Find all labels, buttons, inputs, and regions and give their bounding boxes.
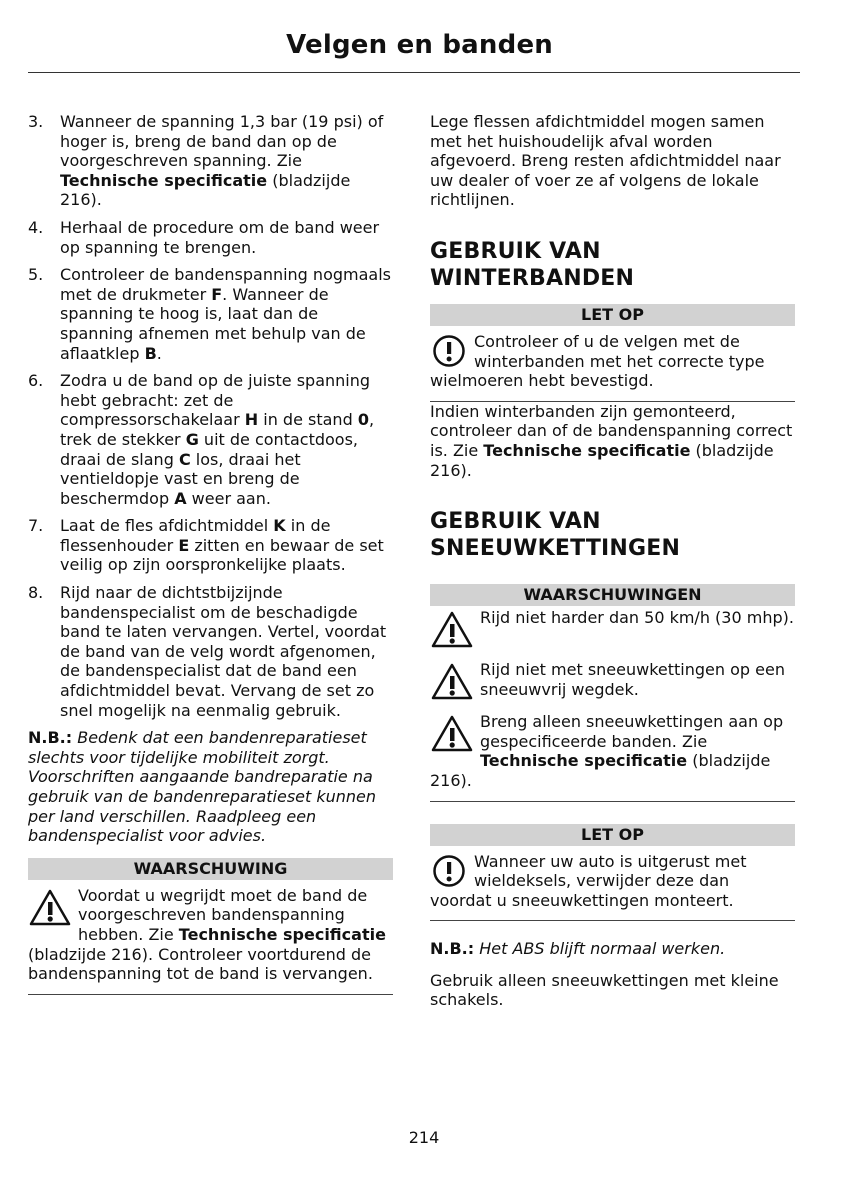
section-heading-winter: GEBRUIK VAN WINTERBANDEN — [430, 238, 635, 291]
step-text — [60, 516, 393, 575]
step-text — [60, 265, 393, 363]
final-paragraph: Gebruik alleen sneeuwkettingen met kleine schakels. — [430, 970, 779, 1010]
text-run: Rijd naar de dichtstbijzijnde bandenspecialist om de beschadigde band te laten vervangen. Vertel, voordat de band van de velg wordt afgenomen, de bandenspecialist dat de band een afdichtmiddel bevat. Vervang de set zo snel mogelijk na eenmalig gebruik. — [60, 583, 387, 720]
text-run: los, draai het ventieldopje vast en breng de beschermdop — [60, 449, 301, 508]
text-run: zitten en bewaar de set veilig op zijn oorspronkelijke plaats. — [60, 535, 384, 575]
text-run: in de flessenhouder — [60, 516, 331, 555]
warning-row — [430, 608, 795, 650]
text-run: Breng alleen sneeuwkettingen aan op gespecificeerde banden. Zie — [480, 712, 784, 751]
warnings-box — [430, 606, 795, 801]
caution-circle-icon — [432, 334, 466, 368]
caution-row — [430, 852, 795, 911]
text-run: Voordat u wegrijdt moet de band de voorgeschreven bandenspanning hebben. Zie — [78, 885, 368, 944]
note-paragraph — [430, 939, 795, 959]
warnings-header: WAARSCHUWINGEN — [430, 584, 795, 606]
caution-text: Controleer of u de velgen met de winterbanden met het correcte type wielmoeren hebt bevestigd. — [430, 331, 765, 391]
warning-row — [28, 886, 393, 984]
text-run: (bladzijde 216). — [60, 170, 351, 210]
note-paragraph — [28, 728, 393, 846]
page-number: 214 — [408, 1128, 440, 1147]
step-number: 4. — [28, 217, 44, 237]
text-run: uit de contactdoos, draai de slang — [60, 429, 358, 469]
caution-box — [430, 846, 795, 922]
bold-letter: E — [178, 535, 190, 555]
bold-reference: Technische specificatie — [60, 170, 268, 190]
text-run: weer aan. — [186, 488, 271, 508]
step-text — [60, 218, 393, 257]
text-run: Controleer de bandenspanning nogmaals met de drukmeter — [60, 265, 391, 304]
note-label: N.B.: — [430, 939, 475, 959]
bold-letter: G — [185, 429, 199, 449]
title-rule — [28, 72, 800, 73]
text-run: in de stand — [258, 410, 358, 430]
bold-reference: Technische specificatie — [483, 440, 691, 460]
step-number: 8. — [28, 583, 44, 603]
step-number: 5. — [28, 265, 44, 285]
bold-letter: F — [211, 284, 223, 304]
warning-row — [430, 712, 795, 790]
procedure-steps — [28, 112, 393, 720]
text-run: Herhaal de procedure om de band weer op spanning te brengen. — [60, 217, 380, 257]
text-run: Laat de fles afdichtmiddel — [60, 516, 274, 536]
warning-triangle-icon — [430, 662, 474, 702]
step-number: 7. — [28, 516, 44, 536]
text-run: . Wanneer de spanning te hoog is, laat dan de spanning afnemen met behulp van de aflaatklep — [60, 284, 366, 363]
warning-header: WAARSCHUWING — [28, 858, 393, 880]
caution-circle-icon — [432, 854, 466, 888]
warning-text: Rijd niet met sneeuwkettingen op een sneeuwvrij wegdek. — [480, 660, 785, 699]
warning-triangle-icon — [430, 610, 474, 650]
caution-row — [430, 332, 795, 391]
text-run: . — [156, 343, 162, 363]
list-item — [28, 371, 393, 508]
list-item — [28, 112, 393, 210]
list-item — [28, 218, 393, 257]
step-text — [60, 583, 393, 720]
text-run: (bladzijde 216). — [430, 751, 771, 790]
step-number: 3. — [28, 112, 44, 131]
bold-letter: 0 — [357, 410, 369, 430]
list-item — [28, 265, 393, 363]
section-heading-chains: GEBRUIK VAN SNEEUWKETTINGEN — [430, 509, 681, 562]
warning-box — [28, 880, 393, 995]
caution-header: LET OP — [430, 304, 795, 326]
note-label: N.B.: — [28, 728, 73, 748]
bold-reference: Technische specificatie — [480, 751, 688, 771]
note-text: Bedenk dat een bandenreparatieset slechts voor tijdelijke mobiliteit zorgt. Voorschriften aangaande bandreparatie na gebruik van de bandenreparatieset kunnen per land verschillen. Raadpleeg een bandenspecialist voor advies. — [28, 728, 377, 846]
warning-row — [430, 660, 795, 702]
step-number: 6. — [28, 371, 44, 391]
bold-letter: C — [178, 449, 191, 469]
intro-paragraph: Lege flessen afdichtmiddel mogen samen met het huishoudelijk afval worden afgevoerd. Breng resten afdichtmiddel naar uw dealer of voer ze af volgens de lokale richtlijnen. — [430, 112, 781, 210]
text-run: (bladzijde 216). Controleer voortdurend de bandenspanning tot de band is vervangen. — [28, 944, 373, 984]
warning-triangle-icon — [430, 714, 474, 754]
list-item — [28, 583, 393, 720]
step-text — [60, 112, 393, 210]
caution-header: LET OP — [430, 824, 795, 846]
right-column — [430, 112, 795, 1010]
note-text: Het ABS blijft normaal werken. — [474, 939, 726, 959]
caution-box — [430, 326, 795, 402]
bold-letter: H — [244, 410, 259, 430]
text-run: Zodra u de band op de juiste spanning hebt gebracht: zet de compressorschakelaar — [60, 371, 371, 430]
text-run: , trek de stekker — [60, 410, 375, 449]
winter-paragraph — [430, 402, 795, 480]
caution-text: Wanneer uw auto is uitgerust met wieldeksels, verwijder deze dan voordat u sneeuwkettingen monteert. — [430, 851, 747, 910]
text-run: Wanneer de spanning 1,3 bar (19 psi) of hoger is, breng de band dan op de voorgeschreven spanning. Zie — [60, 112, 384, 171]
left-column — [28, 112, 393, 995]
bold-letter: K — [273, 516, 286, 536]
text-run: (bladzijde 216). — [430, 440, 774, 480]
text-run: Indien winterbanden zijn gemonteerd, controleer dan of de bandenspanning correct is. Zie — [430, 401, 793, 460]
bold-letter: A — [174, 488, 187, 508]
page-title: Velgen en banden — [286, 30, 553, 60]
step-text — [60, 371, 393, 508]
bold-letter: B — [144, 343, 157, 363]
warning-triangle-icon — [28, 888, 72, 928]
list-item — [28, 516, 393, 575]
bold-reference: Technische specificatie — [178, 924, 386, 944]
warning-text: Rijd niet harder dan 50 km/h (30 mhp). — [480, 608, 794, 628]
